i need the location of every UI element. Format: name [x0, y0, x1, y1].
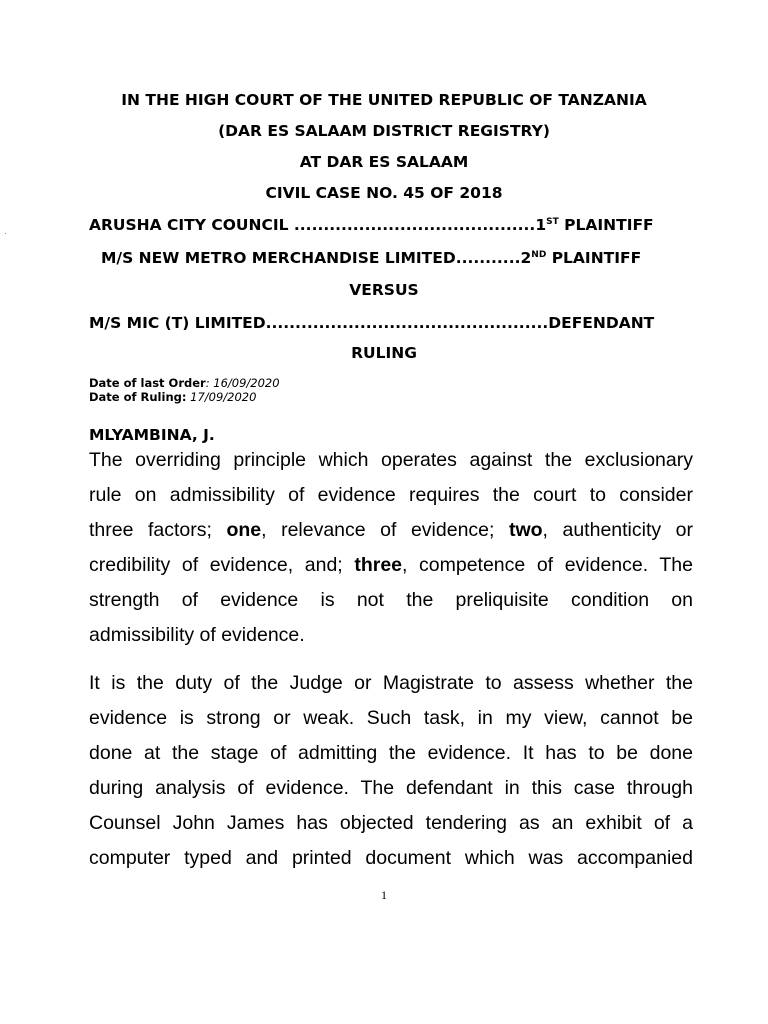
- defendant-leader: ................................................: [265, 314, 549, 332]
- paragraph-1-line-5: strength of evidence is not the preliquisite condition on: [89, 589, 693, 611]
- second-plaintiff-name: M/S NEW METRO MERCHANDISE LIMITED: [101, 249, 456, 267]
- ruling-date-value: 17/09/2020: [186, 390, 257, 404]
- paragraph-2-line-6: computer typed and printed document which was accompanied: [89, 847, 693, 869]
- defendant-name: M/S MIC (T) LIMITED: [89, 314, 266, 332]
- emphasis-one: one: [226, 519, 262, 541]
- first-plaintiff-ordinal-suffix: ST: [546, 217, 559, 227]
- last-order-value: : 16/09/2020: [205, 376, 280, 390]
- paragraph-1-line-4: [89, 548, 693, 583]
- defendant-role: DEFENDANT: [548, 314, 655, 332]
- second-plaintiff-leader: ...........: [455, 249, 521, 267]
- paragraph-2-line-3: done at the stage of admitting the evidence. It has to be done: [89, 742, 693, 764]
- paragraph-2-line-2: evidence is strong or weak. Such task, in my view, cannot be: [89, 707, 693, 729]
- ruling-date-label: Date of Ruling:: [89, 390, 187, 404]
- judge-name: MLYAMBINA, J.: [89, 426, 215, 444]
- text-run: credibility of evidence, and;: [89, 554, 355, 576]
- second-plaintiff-line: [101, 248, 641, 268]
- defendant-line: [89, 313, 654, 333]
- paragraph-1-line-3: [89, 513, 693, 548]
- text-run: , authenticity or: [542, 519, 693, 541]
- place-heading: AT DAR ES SALAAM: [299, 153, 469, 171]
- ruling-date: [89, 390, 256, 404]
- paragraph-1: [89, 443, 693, 653]
- last-order-label: Date of last Order: [89, 376, 206, 390]
- paragraph-2-line-4: during analysis of evidence. The defendant in this case through: [89, 777, 693, 799]
- registry-heading: (DAR ES SALAAM DISTRICT REGISTRY): [218, 122, 550, 140]
- paragraph-1-line-6: admissibility of evidence.: [89, 624, 305, 646]
- paragraph-1-line-2: rule on admissibility of evidence requires the court to consider: [89, 484, 693, 506]
- last-order-date: [89, 376, 280, 390]
- first-plaintiff-line: [89, 215, 654, 235]
- first-plaintiff-role: PLAINTIFF: [558, 216, 654, 234]
- first-plaintiff-ordinal: 1: [535, 216, 547, 234]
- second-plaintiff-role: PLAINTIFF: [546, 249, 642, 267]
- page-number: 1: [381, 888, 387, 902]
- case-number: CIVIL CASE NO. 45 OF 2018: [265, 184, 503, 202]
- scan-mark: [5, 233, 6, 234]
- second-plaintiff-ordinal: 2: [520, 249, 532, 267]
- court-heading: IN THE HIGH COURT OF THE UNITED REPUBLIC OF TANZANIA: [121, 91, 647, 109]
- text-run: , competence of evidence. The: [402, 554, 693, 576]
- paragraph-2-line-1: It is the duty of the Judge or Magistrate to assess whether the: [89, 672, 693, 694]
- first-plaintiff-name: ARUSHA CITY COUNCIL: [89, 216, 294, 234]
- paragraph-1-line-1: The overriding principle which operates against the exclusionary: [89, 449, 693, 471]
- text-run: , relevance of evidence;: [261, 519, 509, 541]
- versus-label: VERSUS: [349, 281, 419, 299]
- paragraph-2-line-5: Counsel John James has objected tendering as an exhibit of a: [89, 812, 693, 834]
- emphasis-three: three: [354, 554, 403, 576]
- second-plaintiff-ordinal-suffix: ND: [531, 250, 547, 260]
- ruling-title: RULING: [351, 344, 417, 362]
- first-plaintiff-leader: .........................................: [293, 216, 536, 234]
- paragraph-2: [89, 666, 693, 876]
- text-run: three factors;: [89, 519, 227, 541]
- emphasis-two: two: [508, 519, 543, 541]
